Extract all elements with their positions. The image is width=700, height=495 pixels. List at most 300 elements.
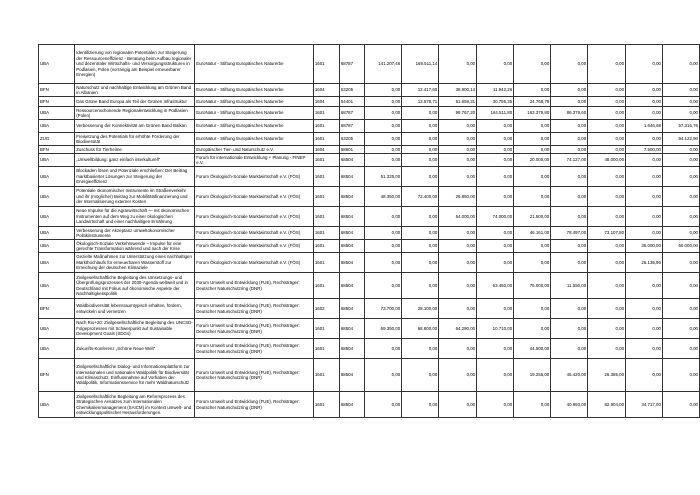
- table-cell: 1601: [313, 339, 339, 359]
- table-row: [39, 319, 700, 339]
- table-cell: 73.700,00: [365, 299, 402, 319]
- table-cell: Forum Ökologisch-Soziale Marktwirtschaft e.V. (FÖS): [195, 167, 314, 187]
- table-cell: 64.290,00: [439, 319, 477, 339]
- table-cell: UBA: [39, 107, 75, 120]
- table-cell: 0,00: [626, 339, 663, 359]
- table-cell: 1601: [313, 133, 339, 146]
- table-cell: 60.000,00: [662, 240, 699, 253]
- table-cell: 0,00: [662, 97, 699, 107]
- table-cell: 0,00: [477, 240, 514, 253]
- table-cell: 75.000,00: [514, 273, 551, 299]
- table-cell: 0,00: [402, 339, 439, 359]
- table-cell: 78.497,00: [551, 227, 588, 240]
- table-cell: 0,00: [588, 207, 626, 227]
- table-cell: 0,00: [439, 133, 477, 146]
- table-row: [39, 45, 700, 84]
- table-cell: 0,00: [626, 227, 663, 240]
- table-cell: 0,00: [439, 227, 477, 240]
- table-cell: 0,00: [662, 392, 699, 418]
- table-cell: 1601: [313, 107, 339, 120]
- table-cell: 1601: [313, 120, 339, 133]
- table-cell: 26.385,00: [588, 359, 626, 392]
- table-cell: 0,00: [402, 120, 439, 133]
- table-cell: UBA: [39, 392, 75, 418]
- table-row: [39, 207, 700, 227]
- table-cell: 0,00: [662, 45, 699, 84]
- table-cell: Europäischer Tier- und Naturschutz e.V.: [195, 146, 314, 154]
- table-cell: UBA: [39, 187, 75, 207]
- table-cell: 0,00: [662, 299, 699, 319]
- table-cell: 0,00: [439, 45, 477, 84]
- table-cell: 0,00: [439, 273, 477, 299]
- table-cell: 0,00: [588, 97, 626, 107]
- table-cell: 0,00: [588, 240, 626, 253]
- table-row: [39, 107, 700, 120]
- table-cell: BFN: [39, 84, 75, 97]
- table-cell: 0,00: [477, 392, 514, 418]
- table-cell: EuroNatur - Stiftung Europäisches Naturerbe: [195, 84, 314, 97]
- table-cell: Forum Umwelt und Entwicklung (FUE), Rechtsträger: Deutscher Naturschutzring (DNR): [195, 273, 314, 299]
- table-cell: 13.578,71: [402, 97, 439, 107]
- table-cell: 12.417,60: [402, 84, 439, 97]
- table-cell: 0,00: [365, 339, 402, 359]
- table-cell: 68504: [339, 319, 364, 339]
- table-cell: 0,00: [626, 319, 663, 339]
- table-cell: 0,00: [662, 187, 699, 207]
- table-cell: 164.511,80: [477, 107, 514, 120]
- table-cell: 53205: [339, 84, 364, 97]
- table-cell: 0,00: [588, 120, 626, 133]
- table-body: [39, 45, 700, 418]
- table-cell: ZUG: [39, 133, 75, 146]
- table-cell: UBA: [39, 45, 75, 84]
- table-cell: Forum Umwelt und Entwicklung (FUE), Rechtsträger: Deutscher Naturschutzring (DNR): [195, 299, 314, 319]
- table-cell: 68504: [339, 187, 364, 207]
- table-row: [39, 339, 700, 359]
- table-cell: UBA: [39, 120, 75, 133]
- table-cell: 68504: [339, 240, 364, 253]
- table-cell: 1604: [313, 97, 339, 107]
- table-cell: Forum Umwelt und Entwicklung (FUE), Rechtsträger: Deutscher Naturschutzring (DNR): [195, 339, 314, 359]
- table-cell: Forum Umwelt und Entwicklung (FUE), Rechtsträger: Deutscher Naturschutzring (DNR): [195, 392, 314, 418]
- table-cell: 0,00: [477, 227, 514, 240]
- table-cell: 0,00: [551, 120, 588, 133]
- table-cell: 0,00: [365, 97, 402, 107]
- table-cell: 48.000,00: [588, 154, 626, 167]
- table-cell: 0,00: [551, 167, 588, 187]
- table-cell: 0,00: [514, 253, 551, 273]
- table-cell: EuroNatur - Stiftung Europäisches Naturerbe: [195, 107, 314, 120]
- table-cell: 1601: [313, 273, 339, 299]
- table-cell: EuroNatur - Stiftung Europäisches Naturerbe: [195, 97, 314, 107]
- table-cell: 1601: [313, 227, 339, 240]
- table-cell: 0,00: [588, 133, 626, 146]
- table-cell: 0,00: [402, 146, 439, 154]
- table-cell: Verbesserung der Konnektivität am Grünen Band Balkan: [75, 120, 195, 133]
- table-cell: 68787: [339, 107, 364, 120]
- table-cell: 0,00: [662, 273, 699, 299]
- table-cell: 0,00: [588, 319, 626, 339]
- table-row: [39, 97, 700, 107]
- table-cell: 0,00: [626, 187, 663, 207]
- table-cell: 0,00: [402, 207, 439, 227]
- table-row: [39, 392, 700, 418]
- table-cell: 0,00: [662, 359, 699, 392]
- table-cell: Forum Ökologisch-Soziale Marktwirtschaft e.V. (FÖS): [195, 240, 314, 253]
- table-cell: 0,00: [477, 154, 514, 167]
- table-cell: Ökologisch-Soziale Verkehrswende – Impulse für eine gerechte Transformation während und nach der Krise: [75, 240, 195, 253]
- table-cell: 0,00: [402, 392, 439, 418]
- table-cell: 1602: [313, 299, 339, 319]
- table-cell: 0,00: [514, 240, 551, 253]
- table-cell: EuroNatur - Stiftung Europäisches Naturerbe: [195, 133, 314, 146]
- table-cell: 68504: [339, 299, 364, 319]
- table-cell: 1601: [313, 319, 339, 339]
- table-cell: 0,00: [402, 240, 439, 253]
- table-cell: 1601: [313, 240, 339, 253]
- table-cell: UBA: [39, 240, 75, 253]
- table-cell: 51.659,31: [439, 97, 477, 107]
- table-cell: 0,00: [402, 227, 439, 240]
- table-cell: 0,00: [365, 273, 402, 299]
- table-cell: 0,00: [551, 84, 588, 97]
- table-cell: Zivilgesellschaftliche Dialog- und Informationsplattform zur internationalen und nationalen Waldpolitik für Biodiversität und Klimaschutz. Einflussnahme auf Vorhaben der Waldpolitik, Informationsservice für mehr Waldnaturschutz: [75, 359, 195, 392]
- table-cell: 0,00: [365, 146, 402, 154]
- table-cell: 10.710,00: [477, 319, 514, 339]
- table-cell: 0,00: [551, 146, 588, 154]
- table-cell: 0,00: [477, 45, 514, 84]
- table-cell: 0,00: [551, 207, 588, 227]
- table-cell: Forum Ökologisch-Soziale Marktwirtschaft e.V. (FÖS): [195, 227, 314, 240]
- table-row: [39, 240, 700, 253]
- table-cell: Identifizierung von regionalen Potentialen zur Steigerung der Ressourceneffizienz - Beratung beim Aufbau regionaler und dezentraler Wirtschafts- und Versorgungsstrukturen in Podlasien, Polen (vorrangig am Beispiel erneuerbarer Energien): [75, 45, 195, 84]
- table-cell: 0,00: [514, 133, 551, 146]
- table-cell: Forum Umwelt und Entwicklung (FUE), Rechtsträger: Deutscher Naturschutzring (DNR): [195, 319, 314, 339]
- table-cell: 0,00: [514, 120, 551, 133]
- table-cell: 68504: [339, 207, 364, 227]
- table-cell: 141.207,46: [365, 45, 402, 84]
- table-cell: 94.122,90: [662, 133, 699, 146]
- table-cell: BFN: [39, 299, 75, 319]
- table-cell: 0,00: [514, 299, 551, 319]
- table-cell: 0,00: [402, 273, 439, 299]
- table-row: [39, 273, 700, 299]
- table-cell: 0,00: [551, 97, 588, 107]
- table-cell: 0,00: [588, 84, 626, 97]
- table-cell: 53205: [339, 133, 364, 146]
- table-cell: 19.255,00: [514, 359, 551, 392]
- table-cell: Ressourcenschonende Regionalentwicklung in Podlasien (Polen): [75, 107, 195, 120]
- table-cell: 68787: [339, 120, 364, 133]
- table-row: [39, 299, 700, 319]
- table-cell: 68504: [339, 359, 364, 392]
- table-cell: 68504: [339, 273, 364, 299]
- table-cell: 0,00: [365, 120, 402, 133]
- table-cell: Zukunfts-Konferenz „Schöne Neue Welt“: [75, 339, 195, 359]
- table-cell: 0,00: [365, 392, 402, 418]
- table-row: [39, 227, 700, 240]
- table-cell: 169.511,14: [402, 45, 439, 84]
- table-cell: 0,00: [439, 339, 477, 359]
- table-cell: Forum Ökologisch-Soziale Marktwirtschaft e.V. (FÖS): [195, 207, 314, 227]
- table-cell: 0,00: [551, 45, 588, 84]
- table-cell: 68504: [339, 154, 364, 167]
- table-cell: 74.000,00: [477, 207, 514, 227]
- table-cell: 0,00: [514, 84, 551, 97]
- table-cell: 0,00: [365, 207, 402, 227]
- table-cell: 0,00: [477, 299, 514, 319]
- table-cell: 0,00: [626, 45, 663, 84]
- table-cell: Forum Ökologisch-Soziale Marktwirtschaft e.V. (FÖS): [195, 253, 314, 273]
- table-cell: 0,00: [626, 167, 663, 187]
- table-cell: 46.161,00: [514, 227, 551, 240]
- table-cell: Waldbiodiversität lebensraumtypisch erhalten, fördern, entwickeln und vernetzen: [75, 299, 195, 319]
- table-cell: 0,00: [439, 253, 477, 273]
- table-cell: Naturschutz und nachhaltige Entwicklung am Grünen Band in Albanien: [75, 84, 195, 97]
- table-cell: 0,00: [514, 319, 551, 339]
- table-cell: 68601: [339, 146, 364, 154]
- table-cell: 86.379,60: [551, 107, 588, 120]
- table-cell: 63.450,00: [477, 273, 514, 299]
- table-cell: BFN: [39, 359, 75, 392]
- table-cell: 0,00: [662, 227, 699, 240]
- table-cell: „Umweltbildung: ganz einfach interkulturell“: [75, 154, 195, 167]
- table-cell: Zivilgesellschaftliche Begleitung am Reformprozess des Strategischen Ansatzes zum Internationalen Chemikalienmanagement (SAICM) im Kontext umwelt- und entwicklungspolitischer Herausforderungen.: [75, 392, 195, 418]
- table-cell: BFN: [39, 146, 75, 154]
- table-cell: 54401: [339, 97, 364, 107]
- table-cell: 0,00: [477, 167, 514, 187]
- table-cell: 1601: [313, 253, 339, 273]
- table-cell: 0,00: [365, 107, 402, 120]
- table-cell: 0,00: [662, 253, 699, 273]
- table-cell: Gezielte Maßnahmen zur Unterstützung eines nachhaltigen Markthochlaufs für erneuerbaren Wasserstoff zur Erreichung der deutschen Klimaziele: [75, 253, 195, 273]
- table-cell: 1601: [313, 187, 339, 207]
- table-cell: 0,00: [588, 107, 626, 120]
- table-row: [39, 187, 700, 207]
- table-cell: Potentiale ökonomischer Instrumente im Straßenverkehr und ihr (möglicher) Beitrag zur Mobilitätsfinanzierung und der Internalisierung externer Kosten: [75, 187, 195, 207]
- table-cell: 51.325,00: [365, 167, 402, 187]
- table-cell: 0,00: [626, 97, 663, 107]
- table-cell: 0,00: [626, 133, 663, 146]
- table-cell: 0,00: [588, 167, 626, 187]
- table-cell: 68504: [339, 339, 364, 359]
- table-cell: 7.500,00: [626, 146, 663, 154]
- table-cell: Zuschuss für Tierheime: [75, 146, 195, 154]
- table-cell: 48.350,00: [365, 187, 402, 207]
- table-cell: 0,00: [626, 107, 663, 120]
- table-cell: 1601: [313, 45, 339, 84]
- table-cell: 0,00: [402, 253, 439, 273]
- table-cell: 0,00: [626, 299, 663, 319]
- table-cell: Neue Impulse für die Agrarwirtschaft — mit ökonomischen Instrumenten auf dem Weg zu einer ökologischen Landwirtschaft und einer nachhaltigen Ernährung: [75, 207, 195, 227]
- table-cell: Das Grüne Band Europa als Teil der Grünen Infrastruktur: [75, 97, 195, 107]
- table-cell: 0,00: [551, 299, 588, 319]
- table-cell: 0,00: [588, 146, 626, 154]
- table-cell: 0,00: [551, 187, 588, 207]
- table-cell: 0,00: [477, 339, 514, 359]
- table-row: [39, 133, 700, 146]
- table-cell: 0,00: [477, 187, 514, 207]
- table-row: [39, 120, 700, 133]
- table-cell: 0,00: [626, 84, 663, 97]
- table-cell: 0,00: [551, 339, 588, 359]
- table-cell: 0,00: [477, 146, 514, 154]
- table-cell: 0,00: [439, 167, 477, 187]
- table-cell: 69.350,00: [365, 319, 402, 339]
- table-row: [39, 253, 700, 273]
- table-cell: 1601: [313, 154, 339, 167]
- table-cell: 0,00: [662, 107, 699, 120]
- table-cell: 57.316,76: [662, 120, 699, 133]
- table-cell: 28.100,00: [402, 299, 439, 319]
- table-cell: 26.135,96: [626, 253, 663, 273]
- table-cell: 0,00: [477, 359, 514, 392]
- table-cell: 0,00: [439, 154, 477, 167]
- table-cell: 34.717,00: [626, 392, 663, 418]
- table-cell: UBA: [39, 154, 75, 167]
- table-cell: 82.904,00: [588, 392, 626, 418]
- table-cell: 11.942,26: [477, 84, 514, 97]
- table-cell: 0,00: [477, 133, 514, 146]
- table-cell: 54.000,00: [439, 207, 477, 227]
- table-cell: 72.400,00: [402, 187, 439, 207]
- table-cell: 0,00: [365, 359, 402, 392]
- table-cell: BFN: [39, 97, 75, 107]
- table-cell: 0,00: [477, 253, 514, 273]
- table-cell: 0,00: [588, 253, 626, 273]
- table-cell: 68504: [339, 167, 364, 187]
- table-cell: 0,00: [626, 359, 663, 392]
- table-cell: 0,00: [551, 240, 588, 253]
- table-cell: 99.767,20: [439, 107, 477, 120]
- table-cell: 1601: [313, 392, 339, 418]
- table-cell: 0,00: [662, 167, 699, 187]
- table-cell: 0,00: [439, 299, 477, 319]
- table-cell: 0,00: [626, 207, 663, 227]
- table-cell: 0,00: [551, 133, 588, 146]
- table-cell: 26.850,00: [439, 187, 477, 207]
- table-cell: 0,00: [402, 359, 439, 392]
- funding-table: [38, 44, 700, 418]
- table-cell: 0,00: [662, 339, 699, 359]
- table-cell: 68504: [339, 392, 364, 418]
- table-cell: 0,00: [365, 253, 402, 273]
- table-cell: 1604: [313, 84, 339, 97]
- table-cell: 0,00: [402, 133, 439, 146]
- table-cell: 21.500,00: [514, 207, 551, 227]
- table-cell: 73.107,80: [588, 227, 626, 240]
- table-cell: 0,00: [588, 299, 626, 319]
- table-cell: 0,00: [477, 120, 514, 133]
- table-cell: Forum Umwelt und Entwicklung (FUE), Rechtsträger: Deutscher Naturschutzring (DNR): [195, 359, 314, 392]
- table-cell: 0,00: [439, 240, 477, 253]
- table-cell: 44.500,00: [514, 339, 551, 359]
- table-cell: 35.000,00: [626, 240, 663, 253]
- table-cell: 0,00: [439, 392, 477, 418]
- table-cell: 1601: [313, 167, 339, 187]
- table-cell: 0,00: [402, 154, 439, 167]
- table-cell: 68.800,00: [402, 319, 439, 339]
- table-cell: 0,00: [626, 154, 663, 167]
- table-cell: UBA: [39, 227, 75, 240]
- table-cell: 0,00: [551, 319, 588, 339]
- table-cell: 0,00: [365, 154, 402, 167]
- table-cell: 0,00: [402, 167, 439, 187]
- table-cell: 0,00: [626, 273, 663, 299]
- table-cell: 0,00: [588, 273, 626, 299]
- table-cell: 30.756,35: [477, 97, 514, 107]
- table-cell: 0,00: [365, 84, 402, 97]
- table-cell: 0,00: [402, 107, 439, 120]
- table-cell: 0,00: [662, 154, 699, 167]
- table-row: [39, 154, 700, 167]
- table-cell: 68504: [339, 227, 364, 240]
- table-cell: 24.768,79: [514, 97, 551, 107]
- table-cell: Freisetzung des Potentials für erhöhte Förderung der Biodiversität: [75, 133, 195, 146]
- table-cell: Zivilgesellschaftliche Begleitung des Umsetzungs- und Überprüfungsprozesses der 2030-Agenda weltweit und in Deutschland mit Fokus auf ökonomische Aspekte der Nachhaltigkeitspolitik: [75, 273, 195, 299]
- table-cell: 68787: [339, 45, 364, 84]
- table-cell: Blockaden lösen und Potenziale erschließen: Der Beitrag marktbasierter Lösungen zur Steigerung der Energieeffizienz: [75, 167, 195, 187]
- table-cell: 1601: [313, 207, 339, 227]
- table-cell: 0,00: [588, 45, 626, 84]
- table-cell: Nach Rio+20: Zivilgesellschaftliche Begleitung des UNCSD-Folgeprozesses mit Schwerpunkt auf Sustainable Development Goals (SDGs): [75, 319, 195, 339]
- table-cell: UBA: [39, 167, 75, 187]
- table-cell: 0,00: [588, 187, 626, 207]
- table-cell: 0,00: [514, 45, 551, 84]
- table-cell: 45.420,00: [551, 359, 588, 392]
- table-cell: UBA: [39, 253, 75, 273]
- table-cell: Verbesserung der Akzeptanz umweltökonomischer Politikinstrumente: [75, 227, 195, 240]
- table-cell: 0,00: [514, 187, 551, 207]
- table-cell: 0,00: [514, 392, 551, 418]
- table-row: [39, 167, 700, 187]
- table-cell: 1601: [313, 359, 339, 392]
- table-cell: 0,00: [439, 146, 477, 154]
- table-cell: UBA: [39, 339, 75, 359]
- table-cell: 0,00: [365, 240, 402, 253]
- table-cell: 0,00: [662, 146, 699, 154]
- table-cell: 0,00: [439, 359, 477, 392]
- table-cell: 0,00: [514, 146, 551, 154]
- table-cell: 0,00: [365, 227, 402, 240]
- table-cell: EuroNatur - Stiftung Europäisches Naturerbe: [195, 120, 314, 133]
- table-cell: 0,00: [662, 84, 699, 97]
- table-cell: UBA: [39, 207, 75, 227]
- table-cell: 11.550,00: [551, 273, 588, 299]
- table-row: [39, 359, 700, 392]
- table-cell: EuroNatur - Stiftung Europäisches Naturerbe: [195, 45, 314, 84]
- table-cell: 0,00: [365, 133, 402, 146]
- table-cell: 0,00: [514, 167, 551, 187]
- table-cell: 0,00: [588, 339, 626, 359]
- table-row: [39, 84, 700, 97]
- table-cell: 1604: [313, 146, 339, 154]
- table-cell: 0,00: [662, 207, 699, 227]
- table-cell: 20.000,00: [514, 154, 551, 167]
- table-cell: 0,00: [439, 120, 477, 133]
- table-cell: Forum Ökologisch-Soziale Marktwirtschaft e.V. (FÖS): [195, 187, 314, 207]
- table-cell: 38.900,14: [439, 84, 477, 97]
- table-cell: 0,00: [551, 253, 588, 273]
- table-cell: UBA: [39, 273, 75, 299]
- table-cell: 163.379,80: [514, 107, 551, 120]
- table-cell: 1.646,68: [626, 120, 663, 133]
- table-cell: 40.993,00: [551, 392, 588, 418]
- table-cell: Forum für internationale Entwicklung + Planung - FINEP e.V.: [195, 154, 314, 167]
- table-cell: 0,00: [662, 319, 699, 339]
- table-row: [39, 146, 700, 154]
- table-cell: 68504: [339, 253, 364, 273]
